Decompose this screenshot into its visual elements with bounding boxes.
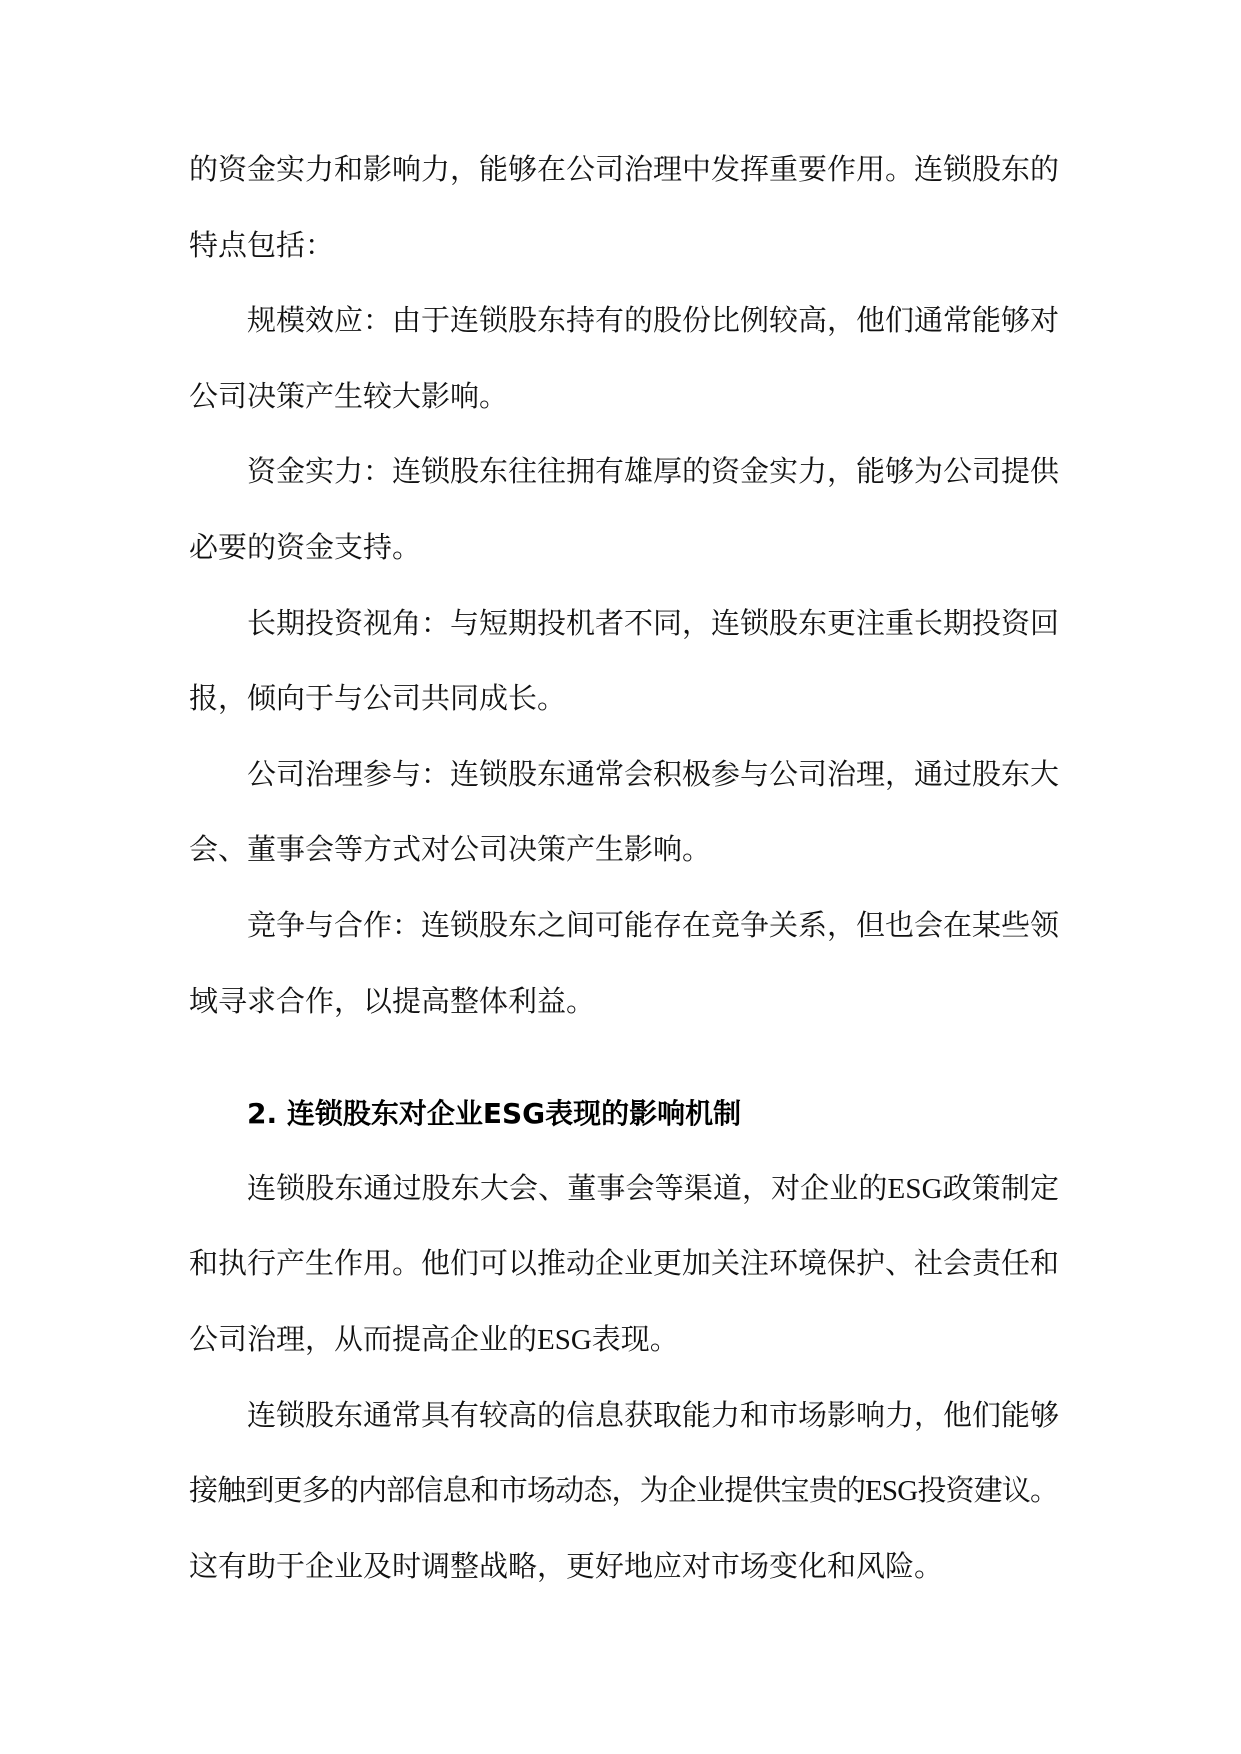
paragraph-line: 域寻求合作，以提高整体利益。 [189,985,596,1018]
feature-paragraph-capital-strength [189,435,1059,586]
paragraph-line: 必要的资金支持。 [189,531,422,564]
feature-paragraph-competition-cooperation [189,889,1059,1040]
paragraph-line: 这有助于企业及时调整战略，更好地应对市场变化和风险。 [189,1550,944,1583]
paragraph-line: 公司治理参与：连锁股东通常会积极参与公司治理，通过股东大 [247,758,1059,791]
section-heading: 2. 连锁股东对企业ESG表现的影响机制 [247,1097,742,1131]
paragraph-line: 竞争与合作：连锁股东之间可能存在竞争关系，但也会在某些领 [247,909,1059,942]
paragraph-line: 报，倾向于与公司共同成长。 [189,683,567,716]
feature-paragraph-scale-effect [189,284,1059,435]
paragraph-line: 的资金实力和影响力，能够在公司治理中发挥重要作用。连锁股东的 [189,154,1059,186]
paragraph-line: 规模效应：由于连锁股东持有的股份比例较高，他们通常能够对 [247,305,1059,338]
mechanism-paragraph-information-advantage [189,1379,1059,1606]
feature-paragraph-governance-participation [189,738,1059,889]
paragraph-line: 特点包括： [189,229,335,262]
continuation-paragraph [189,133,1059,284]
paragraph-line: 连锁股东通常具有较高的信息获取能力和市场影响力，他们能够 [247,1399,1059,1432]
paragraph-line: 长期投资视角：与短期投机者不同，连锁股东更注重长期投资回 [247,607,1059,640]
page-content [189,133,1059,1605]
paragraph-line: 公司决策产生较大影响。 [189,380,509,413]
paragraph-line: 会、董事会等方式对公司决策产生影响。 [189,834,712,867]
paragraph-line: 和执行产生作用。他们可以推动企业更加关注环境保护、社会责任和 [189,1248,1059,1281]
paragraph-line: 资金实力：连锁股东往往拥有雄厚的资金实力，能够为公司提供 [247,456,1059,489]
paragraph-line: 公司治理，从而提高企业的ESG表现。 [189,1323,679,1356]
paragraph-line: 接触到更多的内部信息和市场动态，为企业提供宝贵的ESG投资建议。 [189,1475,1059,1508]
mechanism-paragraph-governance-channels [189,1152,1059,1379]
feature-paragraph-long-term-view [189,587,1059,738]
paragraph-line: 连锁股东通过股东大会、董事会等渠道，对企业的ESG政策制定 [247,1172,1060,1205]
